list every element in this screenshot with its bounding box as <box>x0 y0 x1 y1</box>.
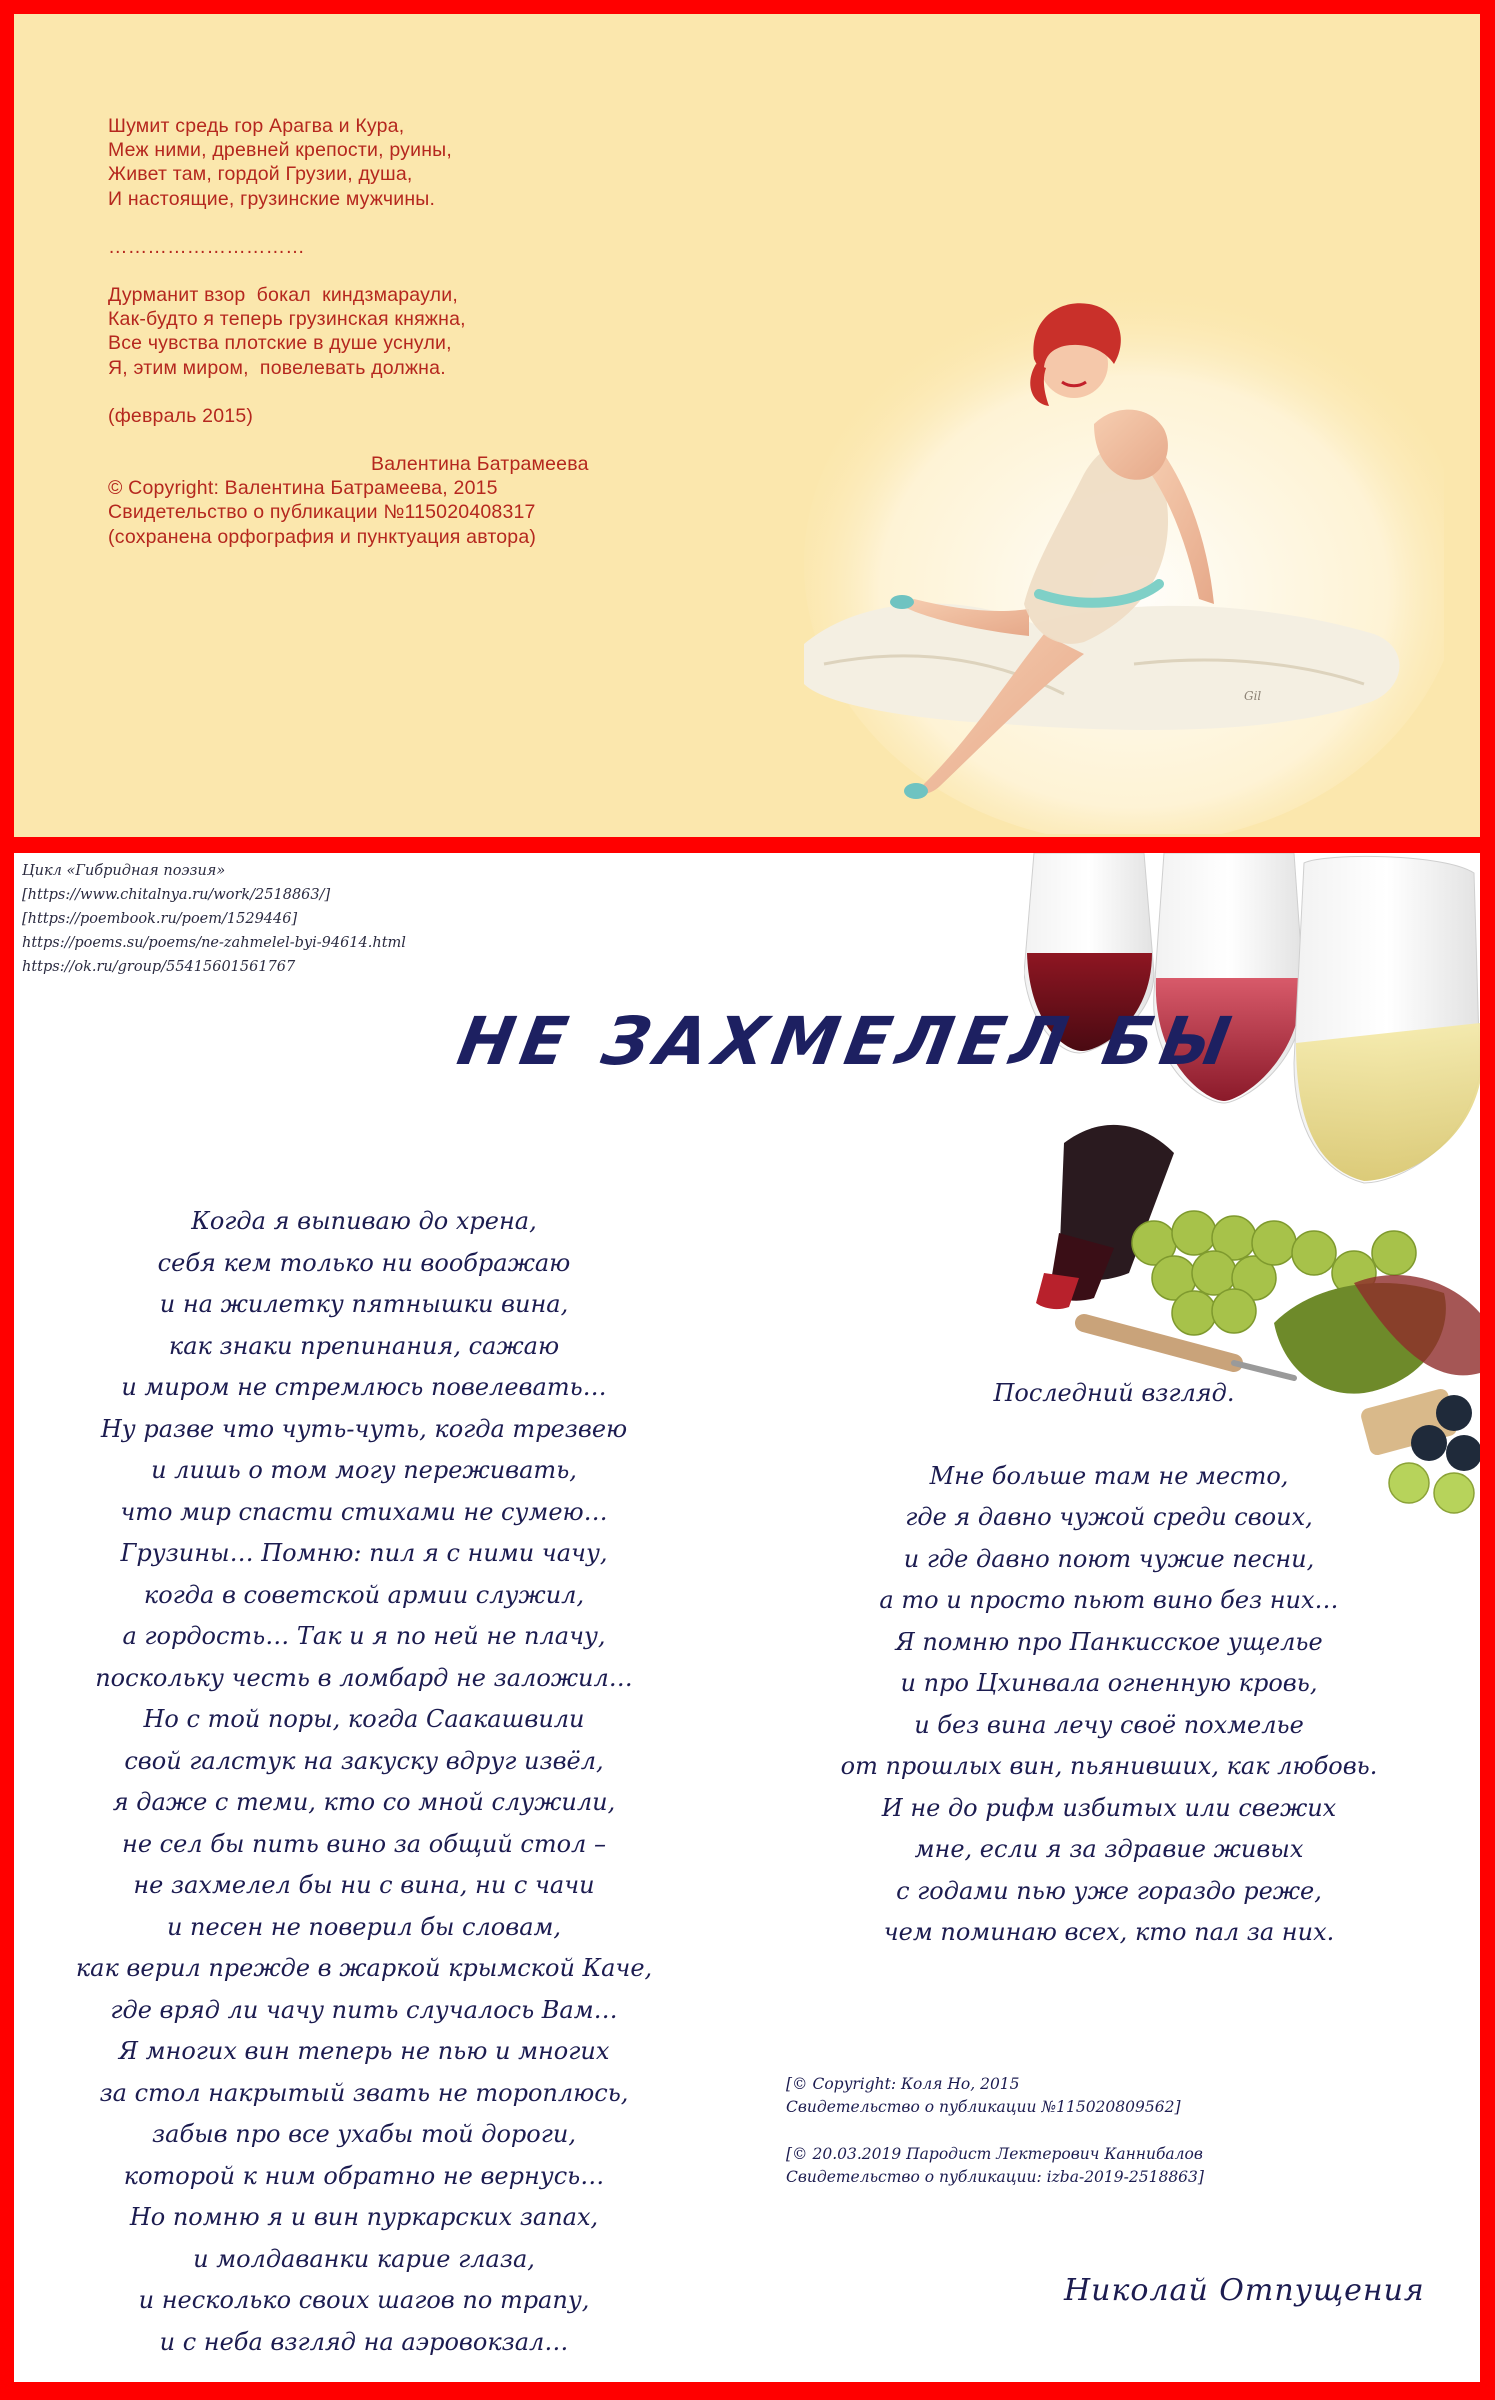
poem-line: и с неба взгляд на аэровокзал… <box>159 2327 569 2356</box>
poem-line: Все чувства плотские в душе уснули, <box>108 332 452 355</box>
copyright-block <box>786 2073 1204 2189</box>
poem-line: Как-будто я теперь грузинская княжна, <box>108 308 466 331</box>
poem-line: и на жилетку пятнышки вина, <box>159 1290 569 1318</box>
poem-line: Ну разве что чуть-чуть, когда трезвею <box>100 1414 628 1443</box>
poem-line: Шумит средь гор Арагва и Кура, <box>108 115 405 137</box>
poem-line: от прошлых вин, пьянивших, как любовь. <box>840 1752 1378 1780</box>
poem-line: и без вина лечу своё похмелье <box>914 1710 1304 1739</box>
poem-date: (февраль 2015) <box>108 404 254 427</box>
top-card <box>14 14 1480 837</box>
poem-line: когда в советской армии служил, <box>143 1580 585 1609</box>
poem-line: Я помню про Панкисское ущелье <box>895 1627 1323 1656</box>
cycle-label: Цикл «Гибридная поэзия» <box>22 863 226 879</box>
poem-line: не захмелел бы ни с вина, ни с чачи <box>133 1871 595 1899</box>
poem-line: а то и просто пьют вино без них… <box>879 1586 1339 1614</box>
poem-valentina <box>108 114 748 549</box>
poem-line: Живет там, гордой Грузии, душа, <box>108 163 413 186</box>
poem-line: Грузины… Помню: пил я с ними чачу, <box>120 1539 608 1567</box>
poem-line: где вряд ли чачу пить случалось Вам… <box>110 1995 618 2024</box>
poem-title: НЕ ЗАХМЕЛЕЛ БЫ <box>452 1003 1244 1080</box>
svg-text:Gil: Gil <box>1244 689 1262 703</box>
poem-line: чем поминаю всех, кто пал за них. <box>883 1918 1335 1946</box>
poem-line: за стол накрытый звать не тороплюсь, <box>99 2078 629 2107</box>
poem-line: Я многих вин теперь не пью и многих <box>118 2037 610 2065</box>
poem-line: себя кем только ни воображаю <box>157 1248 571 1277</box>
copyright-line: [© 20.03.2019 Пародист Лектерович Каннибалов <box>786 2145 1203 2163</box>
poem-line: и молдаванки карие глаза, <box>193 2244 535 2273</box>
poem-line: где я давно чужой среди своих, <box>905 1503 1313 1531</box>
poem-line: и песен не поверил бы словам, <box>166 1912 562 1941</box>
source-link[interactable]: [https://www.chitalnya.ru/work/2518863/] <box>22 887 331 903</box>
poem-line: как верил прежде в жаркой крымской Каче, <box>75 1954 653 1982</box>
poem-line: что мир спасти стихами не сумею… <box>120 1497 608 1526</box>
poem-line: мне, если я за здравие живых <box>914 1835 1304 1863</box>
poem-line: свой галстук на закуску вдруг извёл, <box>124 1746 604 1775</box>
poem-line: И настоящие, грузинские мужчины. <box>108 187 436 210</box>
poem-line: как знаки препинания, сажаю <box>168 1331 560 1360</box>
poem-line: забыв про все ухабы той дороги, <box>152 2120 576 2148</box>
bottom-card <box>14 853 1480 2382</box>
source-link[interactable]: https://ok.ru/group/55415601561767 <box>22 959 296 975</box>
source-link[interactable]: [https://poembook.ru/poem/1529446] <box>22 911 298 927</box>
certificate-line: Свидетельство о публикации: izba-2019-2518863] <box>786 2168 1204 2186</box>
orthography-note: (сохранена орфография и пунктуация автора) <box>108 525 537 548</box>
poem-line: не сел бы пить вино за общий стол – <box>122 1829 606 1858</box>
poem-right-title: Последний взгляд. <box>993 1379 1235 1407</box>
poem-line: которой к ним обратно не вернусь… <box>123 2161 605 2190</box>
poem-line: Я, этим миром, повелевать должна. <box>108 356 446 379</box>
poem-line: Когда я выпиваю до хрена, <box>191 1207 537 1235</box>
poem-line: я даже с теми, кто со мной служили, <box>112 1788 616 1816</box>
poem-line: а гордость… Так и я по ней не плачу, <box>122 1622 606 1650</box>
poem-right <box>779 1373 1439 1954</box>
poem-line: с годами пью уже гораздо реже, <box>896 1876 1322 1905</box>
poem-line: Но с той поры, когда Саакашвили <box>143 1705 585 1733</box>
pinup-illustration <box>804 264 1444 834</box>
certificate-line: Свидетельство о публикации №115020809562] <box>786 2098 1181 2116</box>
certificate-line: Свидетельство о публикации №115020408317 <box>108 501 536 524</box>
poem-line: Дурманит взор бокал киндзмараули, <box>108 284 458 307</box>
poem-author: Валентина Батрамеева <box>371 453 589 476</box>
poem-line: и лишь о том могу переживать, <box>151 1456 577 1484</box>
poem-line: поскольку честь в ломбард не заложил… <box>95 1663 633 1692</box>
poem-line: и несколько своих шагов по трапу, <box>138 2286 590 2314</box>
poem-line: и про Цхинвала огненную кровь, <box>900 1669 1318 1697</box>
copyright-line: © Copyright: Валентина Батрамеева, 2015 <box>108 477 498 500</box>
dots-separator: ………………………… <box>108 235 305 258</box>
source-link[interactable]: https://poems.su/poems/ne-zahmelel-byi-94614.html <box>22 935 406 951</box>
source-links <box>22 859 406 979</box>
copyright-line: [© Copyright: Коля Но, 2015 <box>786 2075 1020 2093</box>
poem-line: и миром не стремлюсь повелевать… <box>121 1373 607 1401</box>
poem-line: Мне больше там не место, <box>929 1461 1289 1490</box>
poem-line: И не до рифм избитых или свежих <box>881 1793 1337 1822</box>
poem-line: Но помню я и вин пуркарских запах, <box>129 2203 599 2231</box>
poem-line: и где давно поют чужие песни, <box>903 1544 1315 1573</box>
author-signature: Николай Отпущения <box>1064 2273 1425 2308</box>
poem-line: Меж ними, древней крепости, руины, <box>108 139 453 162</box>
poem-left <box>14 1201 714 2363</box>
